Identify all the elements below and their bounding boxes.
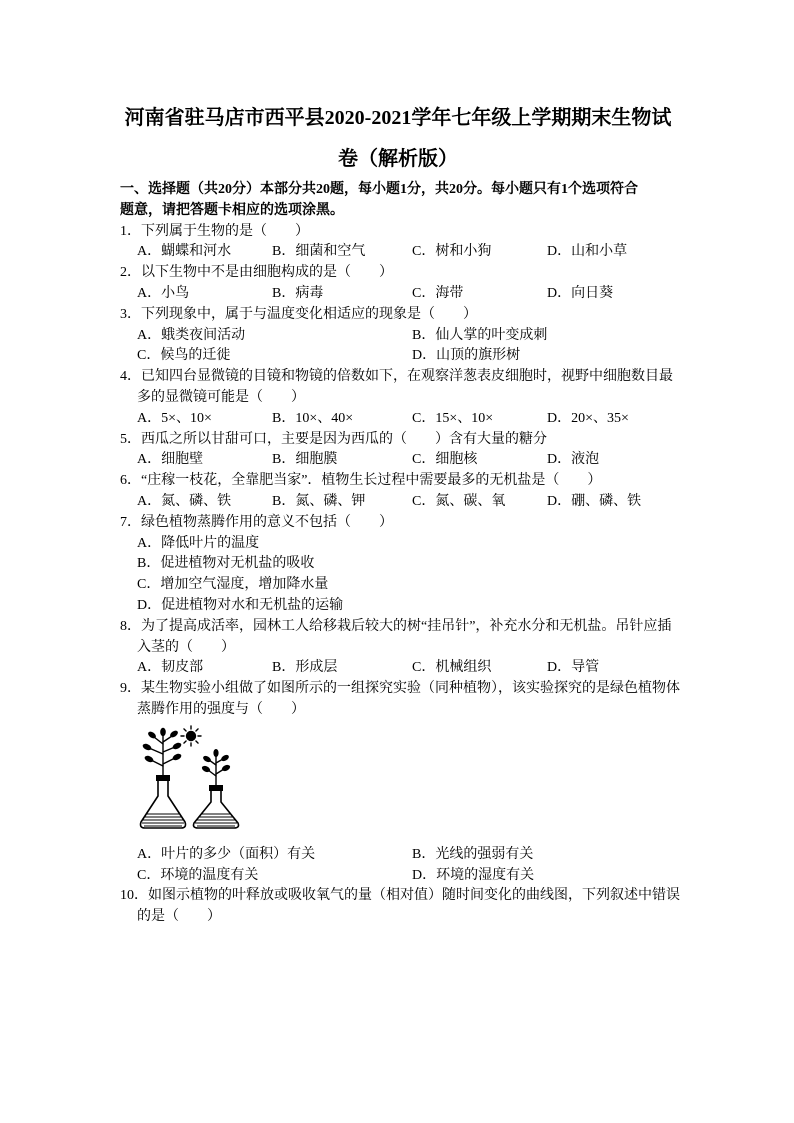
question-text: 如图示植物的叶释放或吸收氧气的量（相对值）随时间变化的曲线图，下列叙述中错误: [148, 888, 680, 904]
option-c: C．候鸟的迁徙: [137, 348, 231, 364]
leaf: [172, 741, 183, 750]
option-b: B．病毒: [272, 285, 324, 301]
flask-right: [194, 791, 239, 828]
question-number: 2．: [120, 265, 141, 281]
exam-title-line-2: 卷（解析版）: [338, 148, 458, 170]
leaf: [160, 728, 166, 736]
option-d: D．促进植物对水和无机盐的运输: [137, 597, 344, 613]
leaf: [142, 742, 153, 751]
leaf: [144, 754, 155, 763]
option-d: D．山和小草: [547, 244, 628, 260]
sun-icon: [181, 726, 201, 746]
option-d: D．山顶的旗形树: [412, 348, 521, 364]
leaf: [172, 752, 183, 761]
plant-left-leaves: [142, 728, 183, 764]
option-d: D．硼、磷、铁: [547, 493, 642, 509]
options-row: [120, 450, 676, 471]
option-c: C．氮、碳、氧: [412, 493, 506, 509]
options-row: [120, 346, 676, 367]
option-b: B．光线的强弱有关: [412, 846, 534, 862]
exam-title-line-1: 河南省驻马店市西平县2020-2021学年七年级上学期期末生物试: [124, 107, 672, 129]
question-10: [120, 886, 680, 928]
question-number: 9．: [120, 681, 141, 697]
option-c: C．海带: [412, 285, 464, 301]
question-5: [120, 430, 676, 472]
question-stem: [120, 263, 676, 284]
options-row: [120, 658, 676, 679]
question-text: 以下生物中不是由细胞构成的是（ ）: [141, 265, 393, 281]
option-d: D．向日葵: [547, 285, 614, 301]
question-stem: [120, 471, 676, 492]
plant-left-branches: [149, 736, 175, 766]
question-2: [120, 263, 676, 305]
question-text: 为了提高成活率，园林工人给移栽后较大的树“挂吊针”，补充水分和无机盐。吊针应插: [141, 618, 672, 634]
option-d: D．液泡: [547, 452, 600, 468]
stopper-left: [156, 775, 170, 781]
option-c: C．15×、10×: [412, 410, 494, 426]
option-a: A．小鸟: [137, 285, 190, 301]
options-row: [120, 866, 676, 887]
question-number: 10．: [120, 888, 148, 904]
question-8: [120, 617, 676, 679]
question-stem: [120, 886, 680, 907]
option-d: D．导管: [547, 660, 600, 676]
question-text: 绿色植物蒸腾作用的意义不包括（ ）: [141, 514, 393, 530]
leaf: [221, 763, 231, 772]
options-row: [120, 284, 676, 305]
question-text-continued: 的是（ ）: [137, 909, 221, 925]
option-c: C．细胞核: [412, 452, 478, 468]
section-heading-line-1: 一、选择题（共20分）本部分共20题，每小题1分，共20分。每小题只有1个选项符合: [120, 182, 638, 197]
option-b: B．10×、40×: [272, 410, 354, 426]
question-text-continued: 入茎的（ ）: [137, 639, 235, 655]
flask-left: [141, 781, 186, 828]
sun-disc: [187, 731, 196, 740]
option-c: C．树和小狗: [412, 244, 492, 260]
option-a: A．韧皮部: [137, 660, 204, 676]
question-number: 5．: [120, 431, 141, 447]
option-b: B．细胞膜: [272, 452, 338, 468]
options-row: [120, 492, 676, 513]
question-9: [120, 679, 680, 886]
leaf: [220, 753, 230, 762]
question-text: 下列属于生物的是（ ）: [141, 223, 309, 239]
question-text: 下列现象中，属于与温度变化相适应的现象是（ ）: [141, 306, 477, 322]
liquid-right: [195, 814, 237, 826]
transpiration-experiment-illustration: [137, 722, 247, 834]
option-b: B．促进植物对无机盐的吸收: [137, 556, 315, 572]
options-row: [120, 242, 676, 263]
leaf: [213, 749, 218, 757]
question-text: “庄稼一枝花，全靠肥当家”．植物生长过程中需要最多的无机盐是（ ）: [141, 473, 602, 489]
option-a: A．叶片的多少（面积）有关: [137, 846, 316, 862]
options-row: [120, 596, 676, 617]
option-b: B．仙人掌的叶变成刺: [412, 327, 548, 343]
option-c: C．增加空气湿度，增加降水量: [137, 577, 329, 593]
question-number: 1．: [120, 223, 141, 239]
question-stem: [120, 679, 680, 700]
question-stem: [120, 367, 676, 388]
question-stem: [120, 430, 676, 451]
options-row: [120, 326, 676, 347]
question-text: 某生物实验小组做了如图所示的一组探究实验（同种植物），该实验探究的是绿色植物体: [141, 681, 680, 697]
options-row: [120, 534, 676, 555]
question-stem: [120, 222, 676, 243]
option-a: A．细胞壁: [137, 452, 204, 468]
question-text-continued: 多的显微镜可能是（ ）: [137, 389, 305, 405]
question-number: 6．: [120, 473, 141, 489]
question-1: [120, 222, 676, 264]
option-b: B．形成层: [272, 660, 338, 676]
exam-title: [120, 98, 676, 180]
option-a: A．5×、10×: [137, 410, 212, 426]
question-stem: [120, 305, 676, 326]
option-c: C．机械组织: [412, 660, 492, 676]
option-d: D．20×、35×: [547, 410, 629, 426]
option-c: C．环境的温度有关: [137, 867, 259, 883]
stopper-right: [209, 785, 223, 791]
option-b: B．氮、磷、钾: [272, 493, 366, 509]
options-row: [120, 575, 676, 596]
question-7: [120, 513, 676, 617]
option-a: A．降低叶片的温度: [137, 535, 260, 551]
option-d: D．环境的湿度有关: [412, 867, 535, 883]
question-4: [120, 367, 676, 429]
question-number: 4．: [120, 369, 141, 385]
plant-left: [149, 735, 175, 776]
question-6: [120, 471, 676, 513]
question-text-continued: 蒸腾作用的强度与（ ）: [137, 701, 305, 717]
question-text: 已知四台显微镜的目镜和物镜的倍数如下，在观察洋葱表皮细胞时，视野中细胞数目最: [141, 369, 673, 385]
exam-content: [120, 98, 680, 928]
question-3: [120, 305, 676, 367]
experiment-figure: [120, 721, 676, 845]
question-number: 7．: [120, 514, 141, 530]
question-number: 3．: [120, 306, 141, 322]
options-row: [120, 554, 676, 575]
question-stem: [120, 513, 676, 534]
options-row: [120, 409, 676, 430]
liquid-left: [142, 814, 184, 826]
option-a: A．氮、磷、铁: [137, 493, 232, 509]
question-text: 西瓜之所以甘甜可口，主要是因为西瓜的（ ）含有大量的糖分: [141, 431, 547, 447]
section-heading-line-2: 题意，请把答题卡相应的选项涂黑。: [120, 202, 344, 218]
option-b: B．细菌和空气: [272, 244, 366, 260]
option-a: A．蛾类夜间活动: [137, 327, 246, 343]
option-a: A．蝴蝶和河水: [137, 244, 232, 260]
question-stem: [120, 617, 676, 638]
question-number: 8．: [120, 618, 141, 634]
section-heading: [120, 180, 676, 222]
leaf: [202, 754, 212, 763]
options-row: [120, 845, 676, 866]
